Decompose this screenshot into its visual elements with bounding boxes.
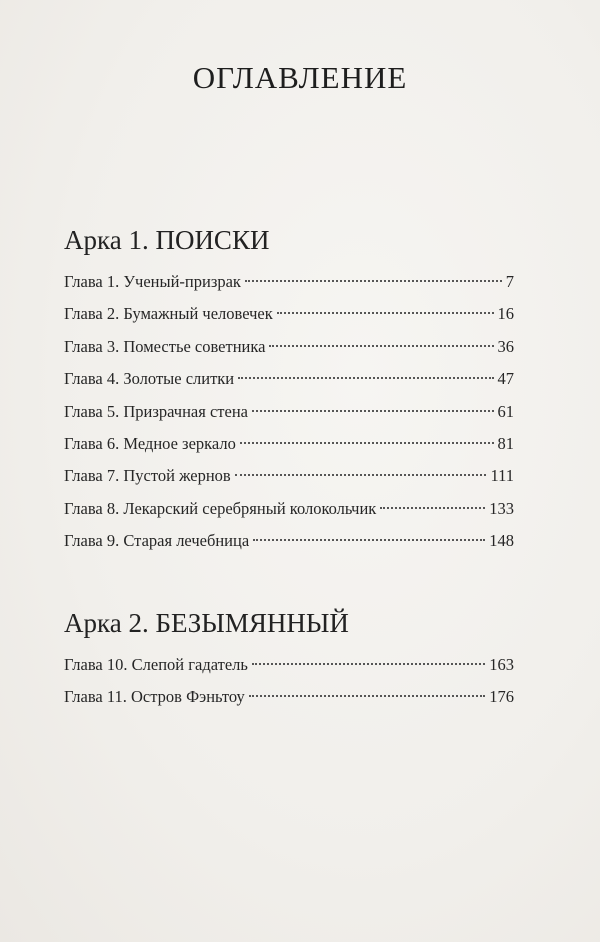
chapter-entry — [64, 525, 514, 557]
dot-leader — [245, 280, 502, 282]
arc-heading: Арка 2. БЕЗЫМЯННЫЙ — [64, 608, 349, 638]
arc-section-2 — [64, 603, 534, 714]
chapter-entry — [64, 460, 514, 492]
page-number: 36 — [497, 336, 514, 356]
dot-leader — [238, 377, 493, 379]
chapter-entry — [64, 428, 514, 460]
chapter-entry — [64, 331, 514, 363]
chapter-entry — [64, 493, 514, 525]
chapter-title: Глава 3. Поместье советника — [64, 336, 266, 356]
chapter-entry — [64, 681, 514, 713]
page-title: ОГЛАВЛЕНИЕ — [192, 60, 408, 95]
chapter-title: Глава 8. Лекарский серебряный колокольчик — [64, 498, 377, 518]
page-number: 16 — [497, 304, 514, 324]
dot-leader — [269, 345, 493, 347]
chapter-entry — [64, 363, 514, 395]
chapter-title: Глава 5. Призрачная стена — [64, 401, 248, 421]
dot-leader — [252, 663, 485, 665]
dot-leader — [253, 539, 485, 541]
chapter-entry — [64, 298, 514, 330]
chapter-title: Глава 1. Ученый-призрак — [64, 272, 241, 291]
dot-leader — [235, 474, 487, 476]
page-number: 47 — [497, 369, 514, 389]
page-number: 61 — [497, 401, 514, 421]
arc-heading: Арка 1. ПОИСКИ — [64, 225, 270, 255]
chapter-title: Глава 9. Старая лечебница — [64, 531, 250, 551]
page-number: 111 — [490, 466, 514, 486]
dot-leader — [249, 695, 485, 697]
page-number: 148 — [489, 531, 514, 551]
chapter-entry — [64, 266, 514, 298]
chapter-title: Глава 10. Слепой гадатель — [64, 655, 248, 674]
arc-section-1 — [64, 220, 534, 558]
dot-leader — [277, 312, 494, 314]
dot-leader — [380, 507, 485, 509]
chapter-entry — [64, 396, 514, 428]
chapter-list — [64, 266, 534, 558]
chapter-title: Глава 11. Остров Фэньтоу — [64, 687, 245, 707]
page-number: 176 — [489, 687, 514, 707]
page-number: 133 — [489, 498, 514, 518]
dot-leader — [240, 442, 494, 444]
chapter-title: Глава 4. Золотые слитки — [64, 369, 235, 389]
chapter-title: Глава 2. Бумажный человечек — [64, 304, 273, 324]
chapter-entry — [64, 649, 514, 681]
page-number: 163 — [489, 655, 514, 674]
chapter-title: Глава 6. Медное зеркало — [64, 433, 236, 453]
page-number: 7 — [505, 272, 514, 291]
chapter-title: Глава 7. Пустой жернов — [64, 466, 231, 486]
page-number: 81 — [497, 433, 514, 453]
chapter-list — [64, 649, 534, 714]
dot-leader — [252, 410, 494, 412]
